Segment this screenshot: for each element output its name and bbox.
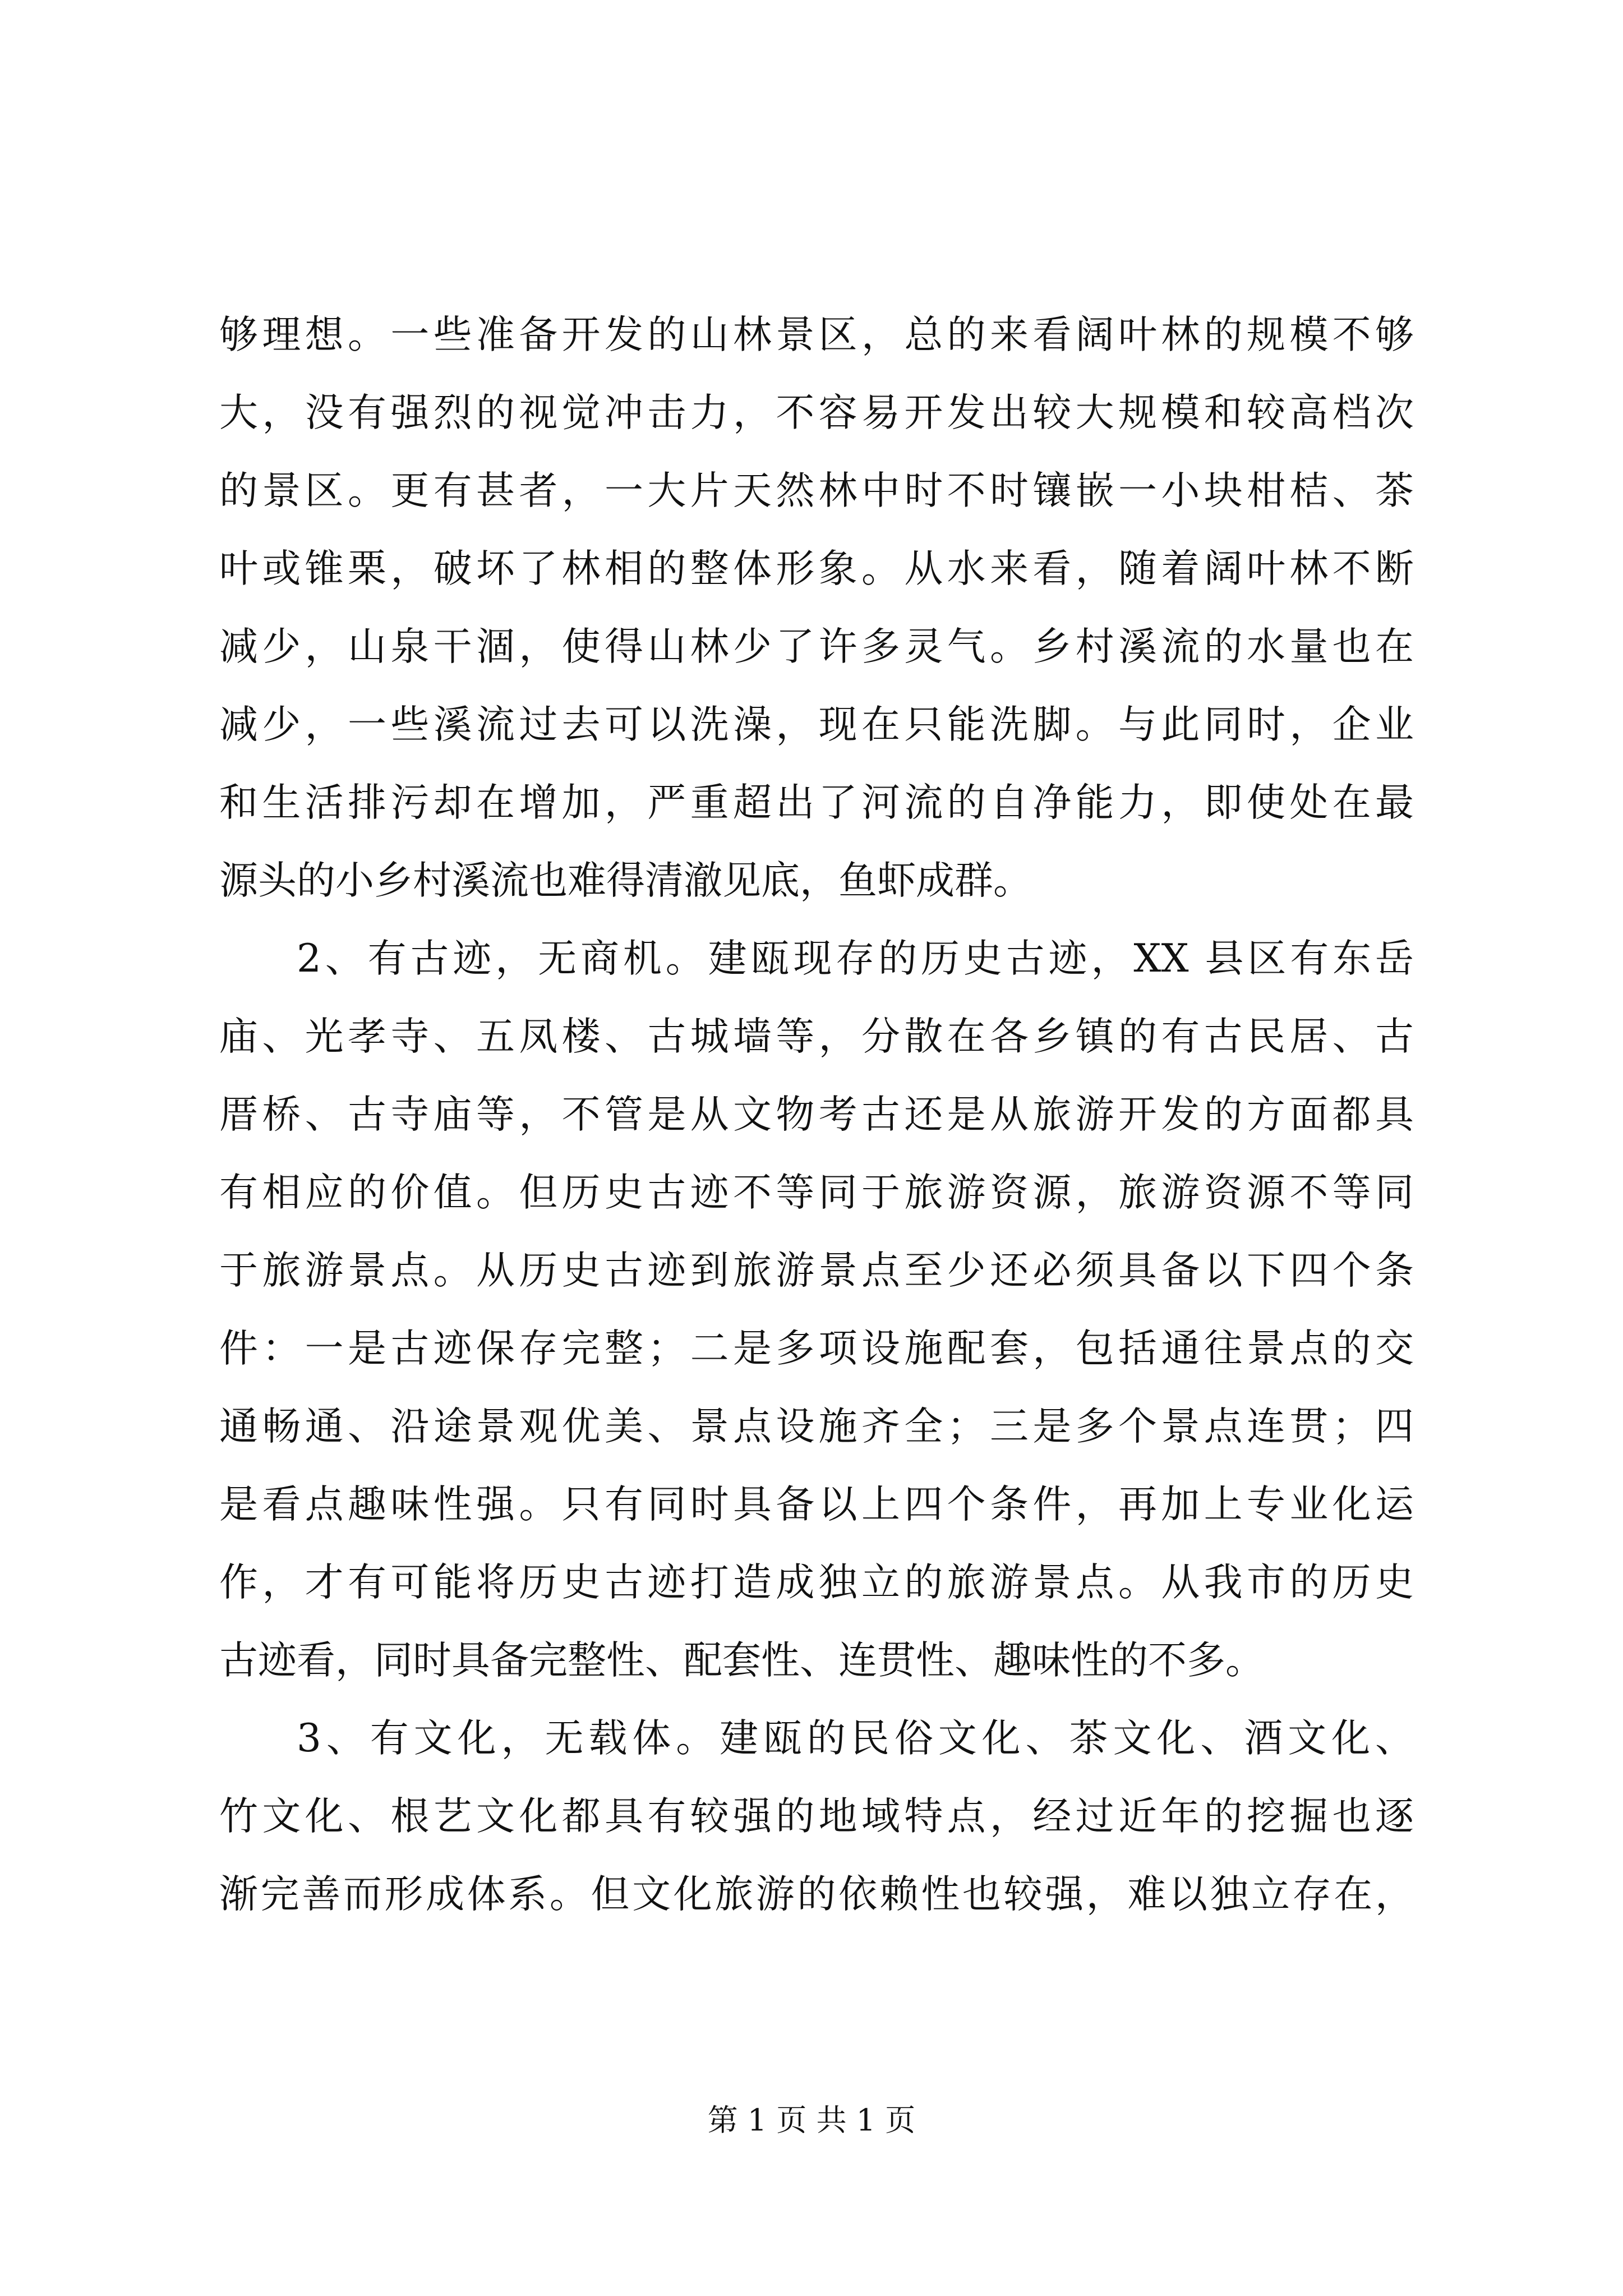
text-line: 叶或锥栗，破坏了林相的整体形象。从水来看，随着阔叶林不断 [219, 546, 1414, 591]
text-line: 渐完善而形成体系。但文化旅游的依赖性也较强，难以独立存在， [219, 1872, 1414, 1917]
text-line: 通畅通、沿途景观优美、景点设施齐全；三是多个景点连贯；四 [219, 1404, 1414, 1449]
text-line: 作，才有可能将历史古迹打造成独立的旅游景点。从我市的历史 [219, 1560, 1414, 1605]
text-line: 件：一是古迹保存完整；二是多项设施配套，包括通往景点的交 [219, 1326, 1414, 1371]
text-line: 2、有古迹，无商机。建瓯现存的历史古迹，XX 县区有东岳 [297, 936, 1414, 981]
text-line: 古迹看，同时具备完整性、配套性、连贯性、趣味性的不多。 [219, 1638, 1264, 1683]
text-line: 3、有文化，无载体。建瓯的民俗文化、茶文化、酒文化、 [297, 1716, 1414, 1761]
text-line: 是看点趣味性强。只有同时具备以上四个条件，再加上专业化运 [219, 1482, 1414, 1527]
text-line: 竹文化、根艺文化都具有较强的地域特点，经过近年的挖掘也逐 [219, 1794, 1414, 1839]
text-line: 减少，一些溪流过去可以洗澡，现在只能洗脚。与此同时，企业 [219, 702, 1414, 747]
text-line: 于旅游景点。从历史古迹到旅游景点至少还必须具备以下四个条 [219, 1248, 1414, 1293]
text-line: 的景区。更有甚者，一大片天然林中时不时镶嵌一小块柑桔、茶 [219, 468, 1414, 513]
page-footer [0, 2098, 1623, 2143]
text-line: 厝桥、古寺庙等，不管是从文物考古还是从旅游开发的方面都具 [219, 1092, 1414, 1137]
text-line: 庙、光孝寺、五凤楼、古城墙等，分散在各乡镇的有古民居、古 [219, 1014, 1414, 1059]
text-line: 和生活排污却在增加，严重超出了河流的自净能力，即使处在最 [219, 780, 1414, 825]
text-line: 有相应的价值。但历史古迹不等同于旅游资源，旅游资源不等同 [219, 1170, 1414, 1215]
text-line: 源头的小乡村溪流也难得清澈见底，鱼虾成群。 [219, 858, 1032, 903]
text-line: 减少，山泉干涸，使得山林少了许多灵气。乡村溪流的水量也在 [219, 624, 1414, 669]
text-line: 够理想。一些准备开发的山林景区，总的来看阔叶林的规模不够 [219, 312, 1414, 357]
text-line: 大，没有强烈的视觉冲击力，不容易开发出较大规模和较高档次 [219, 390, 1414, 435]
page-number-label: 第 1 页 共 1 页 [707, 2102, 916, 2138]
document-body [219, 296, 1414, 1934]
